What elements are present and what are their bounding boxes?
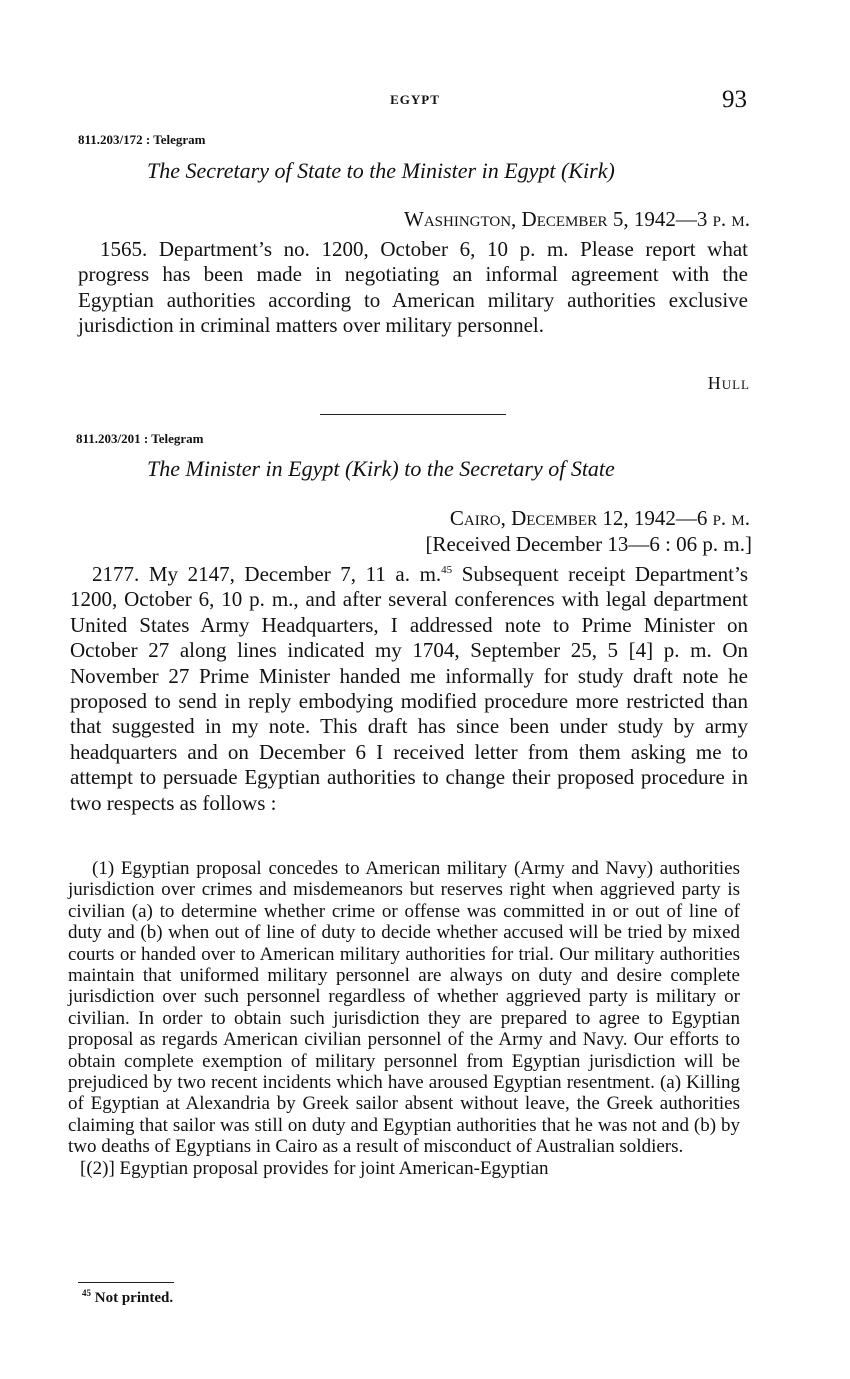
- file-reference-2: 811.203/201 : Telegram: [76, 431, 204, 446]
- dateline-2: Cairo, December 12, 1942—6 p. m.: [449, 506, 750, 530]
- section-divider: [320, 414, 506, 415]
- file-reference-1: 811.203/172 : Telegram: [78, 132, 206, 147]
- footnote: [82, 1290, 173, 1307]
- received-line: [Received December 13—6 : 06 p. m.]: [425, 532, 752, 556]
- telegram-body-2: [70, 562, 748, 816]
- dateline-1: Washington, December 5, 1942—3 p. m.: [404, 207, 750, 231]
- telegram-body-1: [78, 237, 748, 339]
- footnote-number: 45: [82, 1288, 91, 1298]
- running-header-title: EGYPT: [390, 92, 440, 107]
- document-heading-1: The Secretary of State to the Minister in Egypt (Kirk): [147, 158, 615, 183]
- document-heading-2: The Minister in Egypt (Kirk) to the Secretary of State: [147, 456, 615, 481]
- quoted-section: [68, 858, 740, 1179]
- footnote-text: Not printed.: [91, 1290, 174, 1306]
- quoted-paragraph-2: [(2)] Egyptian proposal provides for joint American-Egyptian: [80, 1157, 549, 1179]
- page-number: 93: [722, 86, 747, 113]
- footnote-rule: [78, 1282, 174, 1283]
- footnote-reference[interactable]: 45: [441, 564, 453, 576]
- telegram-paragraph-1: 1565. Department’s no. 1200, October 6, 10 p. m. Please report what progress has been made in negotiating an informal agreement with the Egyptian authorities according to American military authorities exclusive jurisdiction in criminal matters over military personnel.: [78, 237, 748, 338]
- quoted-paragraph-1: (1) Egyptian proposal concedes to American military (Army and Navy) authorities jurisdiction over crimes and misdemeanors but reserves right when aggrieved party is civilian (a) to determine whether crime or offense was committed in or out of line of duty and (b) when out of line of duty to decide whether accused will be tried by mixed courts or handed over to American military authorities for trial. Our military authorities maintain that uniformed military personnel are always on duty and desire complete jurisdiction over such personnel regardless of whether aggrieved party is military or civilian. In order to obtain such jurisdiction they are prepared to agree to Egyptian proposal as regards American civilian personnel of the Army and Navy. Our efforts to obtain complete exemption of military personnel from Egyptian jurisdiction will be prejudiced by two recent incidents which have aroused Egyptian resentment. (a) Killing of Egyptian at Alexandria by Greek sailor absent without leave, the Greek authorities claiming that sailor was still on duty and Egyptian authorities that he was not and (b) by two deaths of Egyptians in Cairo as a result of misconduct of Australian soldiers.: [68, 858, 740, 1158]
- paragraph-opening: 2177. My 2147, December 7, 11 a. m.: [92, 562, 442, 586]
- telegram-paragraph-2: [70, 562, 748, 816]
- signature-hull: Hull: [707, 373, 750, 393]
- paragraph-continuation: Subsequent receipt Department’s 1200, October 6, 10 p. m., and after several conferences with legal department United States Army Headquarters, I addressed note to Prime Minister on October 27 along lines indicated my 1704, September 25, 5 [4] p. m. On November 27 Prime Minister handed me informally for study draft note he proposed to send in reply embodying modified procedure more restricted than that suggested in my note. This draft has since been under study by army headquarters and on December 6 I received letter from them asking me to attempt to persuade Egyptian authorities to change their proposed procedure in two respects as follows :: [70, 562, 748, 815]
